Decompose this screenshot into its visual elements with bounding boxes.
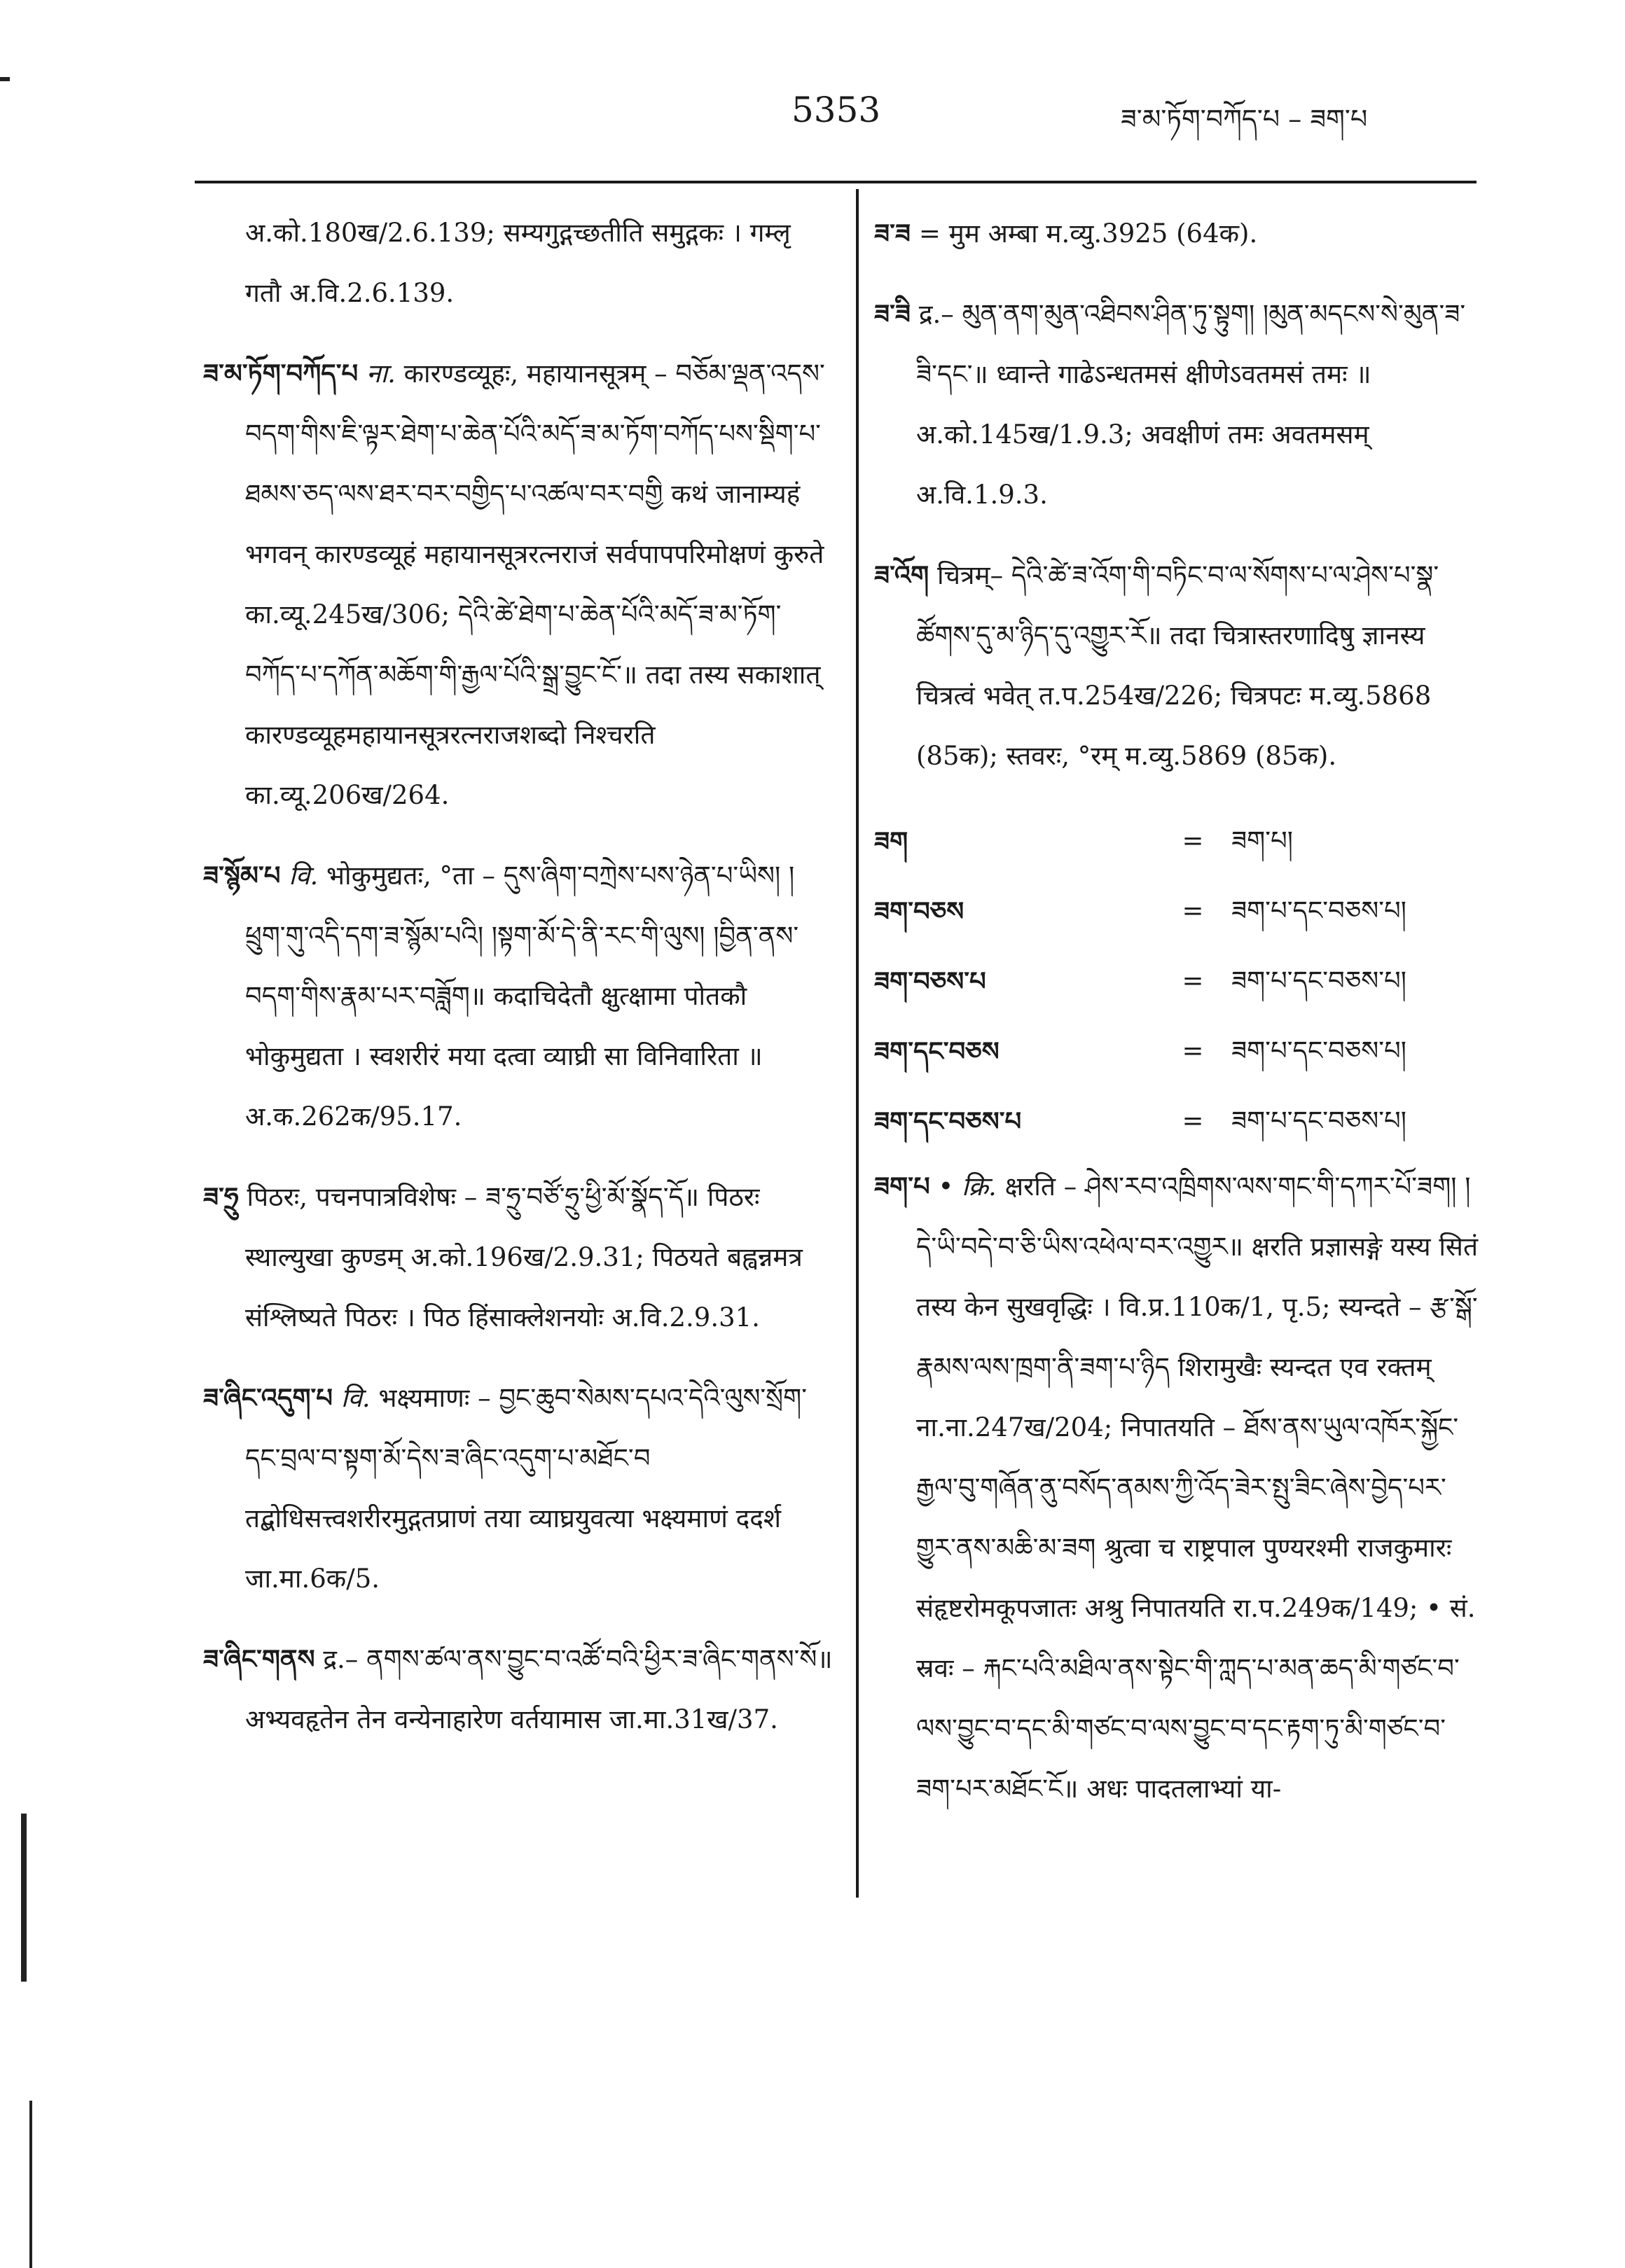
entry-headword: ཟ་སྙོམ་པ [203,860,281,891]
entry-headword: ཟ་མ་ཏོག་བཀོད་པ [203,358,359,389]
entry-headword: ཟ་ཟ [874,218,911,249]
entry-headword: ཟ་ཟི [874,298,911,329]
xref-target: ཟག་པ་དང་བཅས་པ། [1231,1106,1406,1136]
dictionary-entry [874,203,1484,264]
cross-reference-row [874,876,1484,946]
entry-grammar: वि. [289,861,319,891]
margin-mark [29,2101,32,2268]
dictionary-entry [874,545,1484,786]
cross-reference-row [874,946,1484,1016]
entry-grammar: वि. [340,1383,371,1413]
dictionary-entry [203,203,834,323]
entry-headword: ཟ་འོག [874,559,929,590]
left-column [203,203,834,1769]
cross-reference-row [874,806,1484,876]
xref-target: ཟག་པ་དང་བཅས་པ། [1231,1036,1406,1066]
dictionary-entry [203,845,834,1147]
xref-target: ཟག་པ། [1231,826,1293,856]
xref-term: ཟག་བཅས [874,896,964,926]
xref-equals: = [1182,1106,1204,1136]
entry-headword: ཟ་ཞིང་གནས [203,1643,315,1674]
margin-mark [21,1814,27,1982]
entry-text: पिठरः, पचनपात्रविशेषः – ཟ་ཧྲུ་བཙོ་ཧྲུ་ཕྱི་མོ་སྣོད་དོ॥ पिठरः स्थाल्युखा कुण्डम् अ.को.196ख/2.9.31; पिठयते बह्वन्नमत्र संश्लिष्यते पिठरः । पिठ हिंसाक्लेशनयोः अ.वि.2.9.31. [245,1182,803,1333]
dictionary-entry [203,1368,834,1609]
cross-reference-list [874,806,1484,1156]
running-head: ཟ་མ་ཏོག་བཀོད་པ – ཟག་པ [1121,104,1368,134]
xref-term: ཟག [874,826,908,856]
entry-text: अ.को.180ख/2.6.139; सम्यगुद्गच्छतीति समुद्गकः । गम्लृ गतौ अ.वि.2.6.139. [245,218,791,308]
xref-equals: = [1182,896,1204,926]
entry-text: कारण्डव्यूहः, महायानसूत्रम् – བཅོམ་ལྡན་འདས་བདག་གིས་ཇི་ལྟར་ཐེག་པ་ཆེན་པོའི་མདོ་ཟ་མ་ཏོག་བཀོད་པས་སྡིག་པ་ཐམས་ཅད་ལས་ཐར་བར་བགྱིད་པ་འཚལ་བར་བགྱི कथं जानाम्यहं भगवन् कारण्डव्यूहं महायानसूत्ररत्नराजं सर्वपापपरिमोक्षणं कुरुते का.व्यू.245ख/306; དེའི་ཚེ་ཐེག་པ་ཆེན་པོའི་མདོ་ཟ་མ་ཏོག་བཀོད་པ་དཀོན་མཆོག་གི་རྒྱལ་པོའི་སྒྲ་བྱུང་ངོ་॥ तदा तस्य सकाशात् कारण्डव्यूहमहायानसूत्ररत्नराजशब्दो निश्चरति का.व्यू.206ख/264. [245,359,825,810]
entry-text: द्र.– ནགས་ཚལ་ནས་བྱུང་བ་འཚོ་བའི་ཕྱིར་ཟ་ཞིང་གནས་སོ॥ अभ्यवहृतेन तेन वन्येनाहारेण वर्तयामास जा.मा.31ख/37. [245,1644,833,1734]
dictionary-entry [874,284,1484,525]
entry-text: क्षरति – ཤེས་རབ་འཁྲིགས་ལས་གང་གི་དཀར་པོ་ཟག། །དེ་ཡི་བདེ་བ་ཅི་ཡིས་འཕེལ་བར་འགྱུར॥ क्षरति प्रज्ञासङ्गे यस्य सितं तस्य केन सुखवृद्धिः । वि.प्र.110क/1, पृ.5; स्यन्दते – རྩ་སྒོ་རྣམས་ལས་ཁྲག་ནི་ཟག་པ་ཉིད शिरामुखैः स्यन्दत एव रक्तम् ना.ना.247ख/204; निपातयति – ཐོས་ནས་ཡུལ་འཁོར་སྐྱོང་རྒྱལ་བུ་གཞོན་ནུ་བསོད་ནམས་ཀྱི་འོད་ཟེར་སྤུ་ཟིང་ཞེས་བྱེད་པར་གྱུར་ནས་མཆི་མ་ཟག श्रुत्वा च राष्ट्रपाल पुण्यरश्मी राजकुमारः संहृष्टरोमकूपजातः अश्रु निपातयति रा.प.249क/149; • सं. स्रवः – རྐང་པའི་མཐིལ་ནས་སྟེང་གི་ཀླད་པ་མན་ཆད་མི་གཙང་བ་ལས་བྱུང་བ་དང་མི་གཙང་བ་ལས་བྱུང་བ་དང་རྟག་ཏུ་མི་གཙང་བ་ཟག་པར་མཐོང་ངོ॥ अधः पादतलाभ्यां या- [916,1171,1479,1804]
xref-equals: = [1182,826,1204,856]
margin-mark [0,77,10,81]
right-column [874,203,1484,1839]
entry-headword: ཟ་ཧྲུ [203,1181,239,1212]
entry-grammar: ना. [366,359,396,389]
xref-term: ཟག་དང་བཅས [874,1036,1000,1066]
header-rule [195,181,1477,183]
column-divider [856,189,859,1898]
entry-headword: ཟག་པ [874,1171,930,1202]
xref-term: ཟག་བཅས་པ [874,966,986,996]
entry-text: भक्ष्यमाणः – བྱང་ཆུབ་སེམས་དཔའ་དེའི་ལུས་སྲོག་དང་བྲལ་བ་སྟག་མོ་དེས་ཟ་ཞིང་འདུག་པ་མཐོང་བ तद्बोधिसत्त्वशरीरमुद्गतप्राणं तया व्याघ्रयुवत्या भक्ष्यमाणं ददर्श जा.मा.6क/5. [245,1383,807,1594]
entry-text: द्र.– མུན་ནག་མུན་འཐིབས་ཤིན་ཏུ་སྟུག། །མུན་མདངས་སེ་མུན་ཟ་ཟི་དང་॥ ध्वान्ते गाढेऽन्धतमसं क्षीणेऽवतमसं तमः ॥ अ.को.145ख/1.9.3; अवक्षीणं तमः अवतमसम् अ.वि.1.9.3. [916,299,1466,510]
xref-target: ཟག་པ་དང་བཅས་པ། [1231,896,1406,926]
entry-text: भोकुमुद्यतः, °ता – དུས་ཞིག་བཀྲེས་པས་ཉེན་པ་ཡིས། །ཕྲུག་གུ་འདི་དག་ཟ་སྙོམ་པའི། །སྟག་མོ་དེ་ནི་རང་གི་ལུས། །བྱིན་ནས་བདག་གིས་རྣམ་པར་བཟློག॥ कदाचिदेतौ क्षुत्क्षामा पोतकौ भोकुमुद्यता । स्वशरीरं मया दत्वा व्याघ्री सा विनिवारिता ॥ अ.क.262क/95.17. [245,861,799,1132]
entry-headword: ཟ་ཞིང་འདུག་པ [203,1382,333,1413]
xref-target: ཟག་པ་དང་བཅས་པ། [1231,966,1406,996]
dictionary-entry [203,343,834,826]
cross-reference-row [874,1086,1484,1156]
entry-text: = मुम अम्बा म.व्यु.3925 (64क). [918,218,1258,249]
xref-term: ཟག་དང་བཅས་པ [874,1106,1022,1136]
cross-reference-row [874,1016,1484,1086]
dictionary-entry [874,1156,1484,1819]
page-number: 5353 [791,90,881,130]
xref-equals: = [1182,966,1204,996]
xref-equals: = [1182,1036,1204,1066]
dictionary-entry [203,1629,834,1750]
dictionary-entry [203,1167,834,1348]
entry-text: चित्रम्– དེའི་ཚེ་ཟ་འོག་གི་བཏིང་བ་ལ་སོགས་པ་ལ་ཤེས་པ་སྣ་ཚོགས་དུ་མ་ཉིད་དུ་འགྱུར་རོ॥ तदा चित्रास्तरणादिषु ज्ञानस्य चित्रत्वं भवेत् त.प.254ख/226; चित्रपटः म.व्यु.5868 (85क); स्तवरः, °रम् म.व्यु.5869 (85क). [916,560,1439,771]
entry-grammar: • क्रि. [938,1171,997,1202]
